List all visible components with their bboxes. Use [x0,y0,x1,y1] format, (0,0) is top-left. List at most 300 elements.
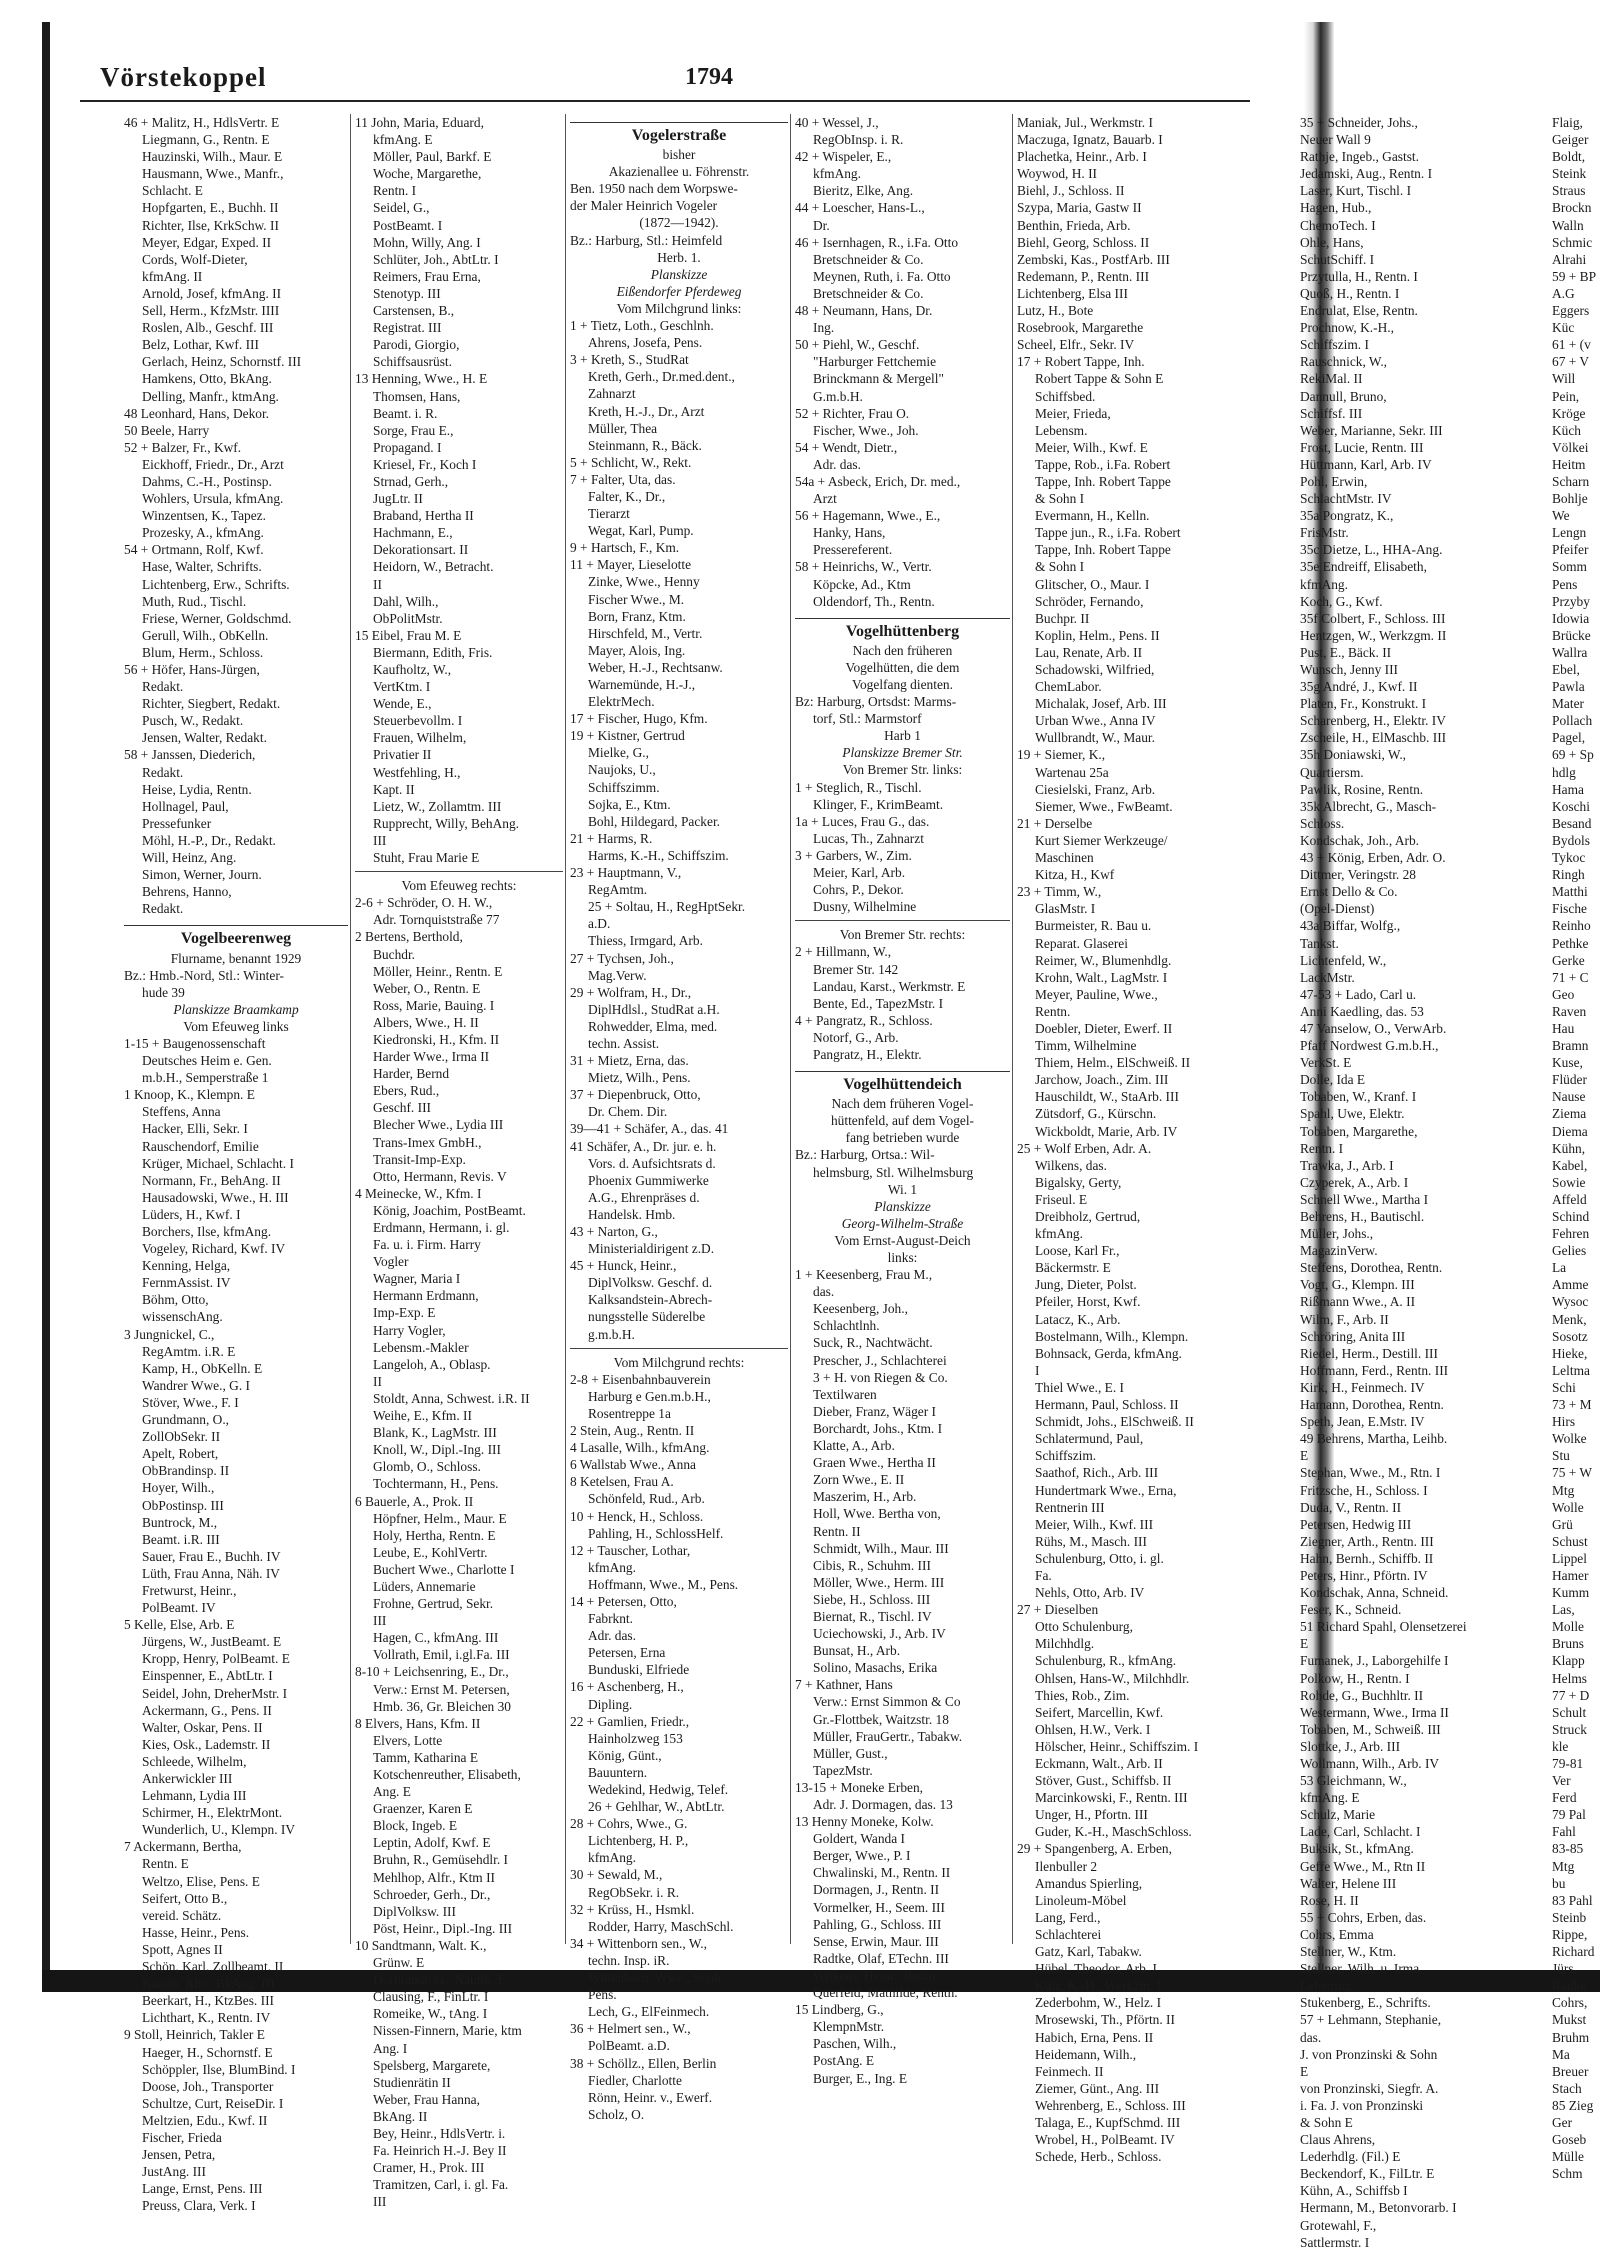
resident-entry: Maschinen [1035,850,1094,866]
edge-fragment: bu [1552,1875,1566,1891]
resident-entry: Propagand. I [373,439,442,455]
resident-entry: Hentzgen, W., Werkzgm. II [1300,627,1447,643]
house-entry: 4 + Pangratz, R., Schloss. [795,1012,933,1028]
edge-fragment: 85 Zieg [1552,2097,1594,2113]
resident-entry: Buchdr. [373,946,416,962]
resident-entry: Cohrs, P., Dekor. [813,882,904,898]
edge-fragment: Menk, [1552,1311,1587,1327]
resident-entry: Schlachtlnh. [813,1318,880,1334]
resident-entry: Hermann, M., Betonvorarb. I [1300,2200,1457,2216]
resident-entry: Lange, Ernst, Pens. III [142,2181,263,2197]
resident-entry: Bauuntern. [588,1764,648,1780]
resident-entry: Langeloh, A., Oblasp. [373,1356,491,1372]
resident-entry: Schmidt, Johs., ElSchweiß. II [1035,1414,1194,1430]
resident-entry: Wegat, Karl, Pump. [588,523,694,539]
resident-entry: Geschf. III [373,1100,431,1116]
street-note: Vom Milchgrund rechts: [613,1354,745,1370]
resident-entry: Pawlik, Rosine, Rentn. [1300,781,1424,797]
house-entry: 35f Colbert, F., Schloss. III [1300,610,1446,626]
resident-entry: Fischer, Frieda [142,2129,222,2145]
edge-fragment: Tykoc [1552,850,1586,866]
house-entry: Lutz, H., Bote [1017,303,1094,319]
house-entry: 2 Stein, Aug., Rentn. II [570,1423,695,1439]
resident-entry: Meier, Frieda, [1035,405,1111,421]
resident-entry: & Sohn I [1035,559,1085,575]
edge-fragment: Will [1552,371,1576,387]
edge-fragment: Molle [1552,1619,1584,1635]
edge-fragment: 77 + D [1552,1687,1590,1703]
resident-entry: Biermann, Edith, Fris. [373,644,493,660]
resident-entry: Schultze, Curt, ReiseDir. I [142,2095,284,2111]
resident-entry: Lucas, Th., Zahnarzt [813,830,924,846]
edge-fragment: Pollach [1552,713,1593,729]
edge-fragment: Ger [1552,2114,1573,2130]
resident-entry: Redakt. [142,764,184,780]
street-note: Nach den früheren [852,642,953,658]
house-entry: 1 + Tietz, Loth., Geschlnh. [570,318,714,334]
edge-fragment: Pens [1552,576,1578,592]
house-entry: Maniak, Jul., Werkmstr. I [1017,115,1153,130]
house-entry: 15 Lindberg, G., [795,2002,884,2018]
house-entry: 52 + Richter, Frau O. [795,405,910,421]
house-entry: 19 + Kistner, Gertrud [570,728,685,744]
resident-entry: Roslen, Alb., Geschf. III [142,320,274,336]
resident-entry: Leube, E., KohlVertr. [373,1544,488,1560]
resident-entry: Michalak, Josef, Arb. III [1035,696,1167,712]
resident-entry: SchlachtMstr. IV [1300,491,1392,507]
street-note: Vogelhütten, die dem [845,659,960,675]
resident-entry: Oldendorf, Th., Rentn. [813,593,935,609]
resident-entry: Apelt, Robert, [142,1446,219,1462]
resident-entry: Lietz, W., Zollamtm. III [373,798,502,814]
resident-entry: Lehmann, Lydia III [142,1788,247,1804]
edge-fragment: Grü [1552,1516,1573,1532]
resident-entry: SchutSchiff. I [1300,251,1375,267]
resident-entry: DiplHdlsl., StudRat a.H. [588,1001,720,1017]
resident-entry: II [373,576,382,592]
resident-entry: Nehls, Otto, Arb. IV [1035,1585,1145,1601]
house-entry: 35e Endreiff, Elisabeth, [1300,559,1427,575]
edge-fragment: Pfeifer [1552,542,1589,558]
resident-entry: Mrosewski, Th., Pförtn. II [1035,2012,1175,2028]
edge-fragment: Raven [1552,1003,1587,1019]
resident-entry: torf, Stl.: Marmstorf [813,711,922,727]
resident-entry: Prozesky, A., kfmAng. [142,525,264,541]
house-entry: 3 Jungnickel, C., [124,1326,215,1342]
house-entry: 19 + Siemer, K., [1017,747,1106,763]
edge-fragment: Wallra [1552,644,1588,660]
house-entry: 47 Vanselow, O., VerwArb. [1300,1020,1447,1036]
house-entry: 57 + Lehmann, Stephanie, [1300,2012,1442,2028]
edge-fragment: Pagel, [1552,730,1586,746]
resident-entry: Buchert Wwe., Charlotte I [373,1561,515,1577]
resident-entry: Ahrens, Josefa, Pens. [588,335,703,351]
edge-fragment: Boldt, [1552,149,1586,165]
resident-entry: Tamm, Katharina E [373,1749,479,1765]
resident-entry: Ministerialdirigent z.D. [588,1241,715,1257]
resident-entry: Vogt, G., Klempn. III [1300,1277,1415,1293]
edge-fragment: Matthi [1552,884,1588,900]
resident-entry: ElektrMech. [588,694,655,710]
resident-entry: Glitscher, O., Maur. I [1035,576,1150,592]
house-entry: 48 Leonhard, Hans, Dekor. [124,405,270,421]
house-entry: 43 + Narton, G., [570,1224,658,1239]
resident-entry: Schulz, Marie [1300,1807,1376,1823]
edge-fragment: Pein, [1552,388,1580,404]
resident-entry: VerkSt. E [1300,1055,1352,1071]
resident-entry: Schröring, Anita III [1300,1328,1406,1344]
edge-fragment: Fehren [1552,1226,1590,1242]
edge-fragment: Schmic [1552,234,1593,250]
resident-entry: Liegmann, G., Rentn. E [142,132,270,148]
edge-fragment: 67 + V [1552,354,1590,370]
edge-fragment: Gerke [1552,952,1585,968]
house-entry: 58 + Janssen, Diederich, [124,747,256,763]
section-rule [570,1348,788,1349]
edge-fragment: Radke [1552,1978,1587,1994]
house-entry: 56 + Höfer, Hans-Jürgen, [124,662,260,677]
page-number: 1794 [685,64,733,90]
resident-entry: Tierarzt [588,506,630,522]
resident-entry: Gerull, Wilh., ObKelln. [142,627,269,643]
resident-entry: Romeike, W., tAng. I [373,2006,488,2022]
resident-entry: Berger, Wwe., P. I [813,1848,911,1864]
resident-entry: Linoleum-Möbel [1035,1892,1127,1908]
resident-entry: Ebers, Rud., [373,1083,440,1099]
house-entry: Plachetka, Heinr., Arb. I [1017,149,1147,165]
house-entry: 7 + Kathner, Hans [795,1677,893,1693]
resident-entry: A.G., Ehrenpräses d. [588,1189,700,1205]
edge-fragment: Scharn [1552,473,1590,489]
next-page-edge-column [1552,114,1600,2182]
resident-entry: BkAng. II [373,2108,428,2124]
resident-entry: Zorn Wwe., E. II [813,1472,905,1488]
resident-entry: Friseul. E [1035,1191,1088,1207]
resident-entry: Schlacht. E [142,183,203,199]
house-entry: 7 + Falter, Uta, das. [570,471,676,487]
house-entry: 46 + Isernhagen, R., i.Fa. Otto [795,234,959,250]
house-entry: 5 Kelle, Else, Arb. E [124,1617,235,1633]
resident-entry: Möller, Paul, Barkf. E [373,149,492,165]
edge-fragment: 83 Pahl [1552,1892,1593,1908]
house-entry: Bz.: Harburg, Stl.: Heimfeld [570,232,723,248]
resident-entry: Radtke, Olaf, ETechn. III [813,1950,949,1966]
house-entry: 5 + Schlicht, W., Rekt. [570,454,692,470]
edge-fragment: Richard [1552,1944,1595,1960]
resident-entry: Harburg e Gen.m.b.H., [588,1388,711,1404]
resident-entry: Rühs, M., Masch. III [1035,1533,1147,1549]
resident-entry: Böhm, Otto, [142,1292,209,1308]
resident-entry: Notorf, G., Arb. [813,1029,899,1045]
resident-entry: Hasse, Heinr., Pens. [142,1924,250,1940]
edge-fragment: Reinho [1552,918,1591,934]
directory-column-2 [355,114,563,2210]
resident-entry: Meier, Wilh., Kwf. E [1035,439,1148,455]
edge-fragment: 69 + Sp [1552,747,1594,763]
house-entry: 8 Ketelsen, Frau A. [570,1474,674,1490]
street-note: Vom Ernst-August-Deich [834,1232,971,1248]
house-entry: 35g André, J., Kwf. II [1300,679,1418,695]
resident-entry: Bigalsky, Gerty, [1035,1174,1122,1190]
resident-entry: Tochtermann, H., Pens. [373,1476,499,1492]
house-entry: 43a Biffar, Wolfg., [1300,918,1401,934]
house-entry: 6 Wallstab Wwe., Anna [570,1457,696,1473]
resident-entry: Feser, K., Schneid. [1300,1602,1402,1618]
edge-fragment: Ziema [1552,1106,1587,1122]
resident-entry: J. von Pronzinski & Sohn [1300,2046,1438,2062]
house-entry: Bz: Harburg, Ortsdst: Marms- [795,694,957,710]
resident-entry: Frost, Lucie, Rentn. III [1300,439,1424,455]
resident-entry: Klinger, F., KrimBeamt. [813,796,944,812]
resident-entry: Lichtenberg, Erw., Schrifts. [142,576,290,592]
resident-entry: Phoenix Gummiwerke [588,1172,709,1188]
resident-entry: Privatier II [373,747,432,763]
resident-entry: Fumanek, J., Laborgehilfe I [1300,1653,1449,1669]
resident-entry: Ohlsen, H.W., Verk. I [1035,1721,1151,1737]
resident-entry: Rentn. II [813,1523,861,1539]
resident-entry: Ackermann, G., Pens. II [142,1702,272,1718]
resident-entry: kfmAng. E [373,132,433,148]
house-entry: Redemann, P., Rentn. III [1017,268,1150,284]
resident-entry: Nissen-Finnern, Marie, ktm [373,2023,522,2039]
resident-entry: Stöver, Wwe., F. I [142,1394,239,1410]
resident-entry: Woche, Margarethe, [373,166,482,182]
edge-fragment: 79 Pal [1552,1807,1586,1823]
resident-entry: Bostelmann, Wilh., Klempn. [1035,1328,1189,1344]
resident-entry: kfmAng. [588,1850,636,1866]
house-entry: 52 + Balzer, Fr., Kwf. [124,439,242,455]
resident-entry: Heidemann, Wilh., [1035,2046,1137,2062]
resident-entry: Stukenberg, E., Schrifts. [1300,1995,1431,2011]
edge-fragment: Eggers [1552,303,1590,319]
resident-entry: Suck, R., Nachtwächt. [813,1335,933,1351]
resident-entry: Fa. u. i. Firm. Harry [373,1237,481,1253]
edge-fragment: Geiger [1552,132,1589,148]
resident-entry: Lau, Renate, Arb. II [1035,644,1143,660]
resident-entry: Schiffszim. [1035,1448,1097,1464]
resident-entry: Platen, Fr., Konstrukt. I [1300,696,1427,712]
resident-entry: Wilm, F., Arb. II [1300,1311,1389,1327]
directory-column-1 [124,114,348,2214]
edge-fragment: Flaig, [1552,115,1583,130]
resident-entry: Evermann, H., Kelln. [1035,508,1150,524]
resident-entry: Pfeiler, Horst, Kwf. [1035,1294,1141,1310]
resident-entry: Schlüter, Joh., AbtLtr. I [373,251,499,267]
resident-entry: Pust, E., Bäck. II [1300,644,1392,660]
edge-fragment: kle [1552,1738,1569,1754]
street-heading: Vogelhüttenberg [795,618,1010,640]
edge-fragment: Fische [1552,901,1587,917]
house-entry: Szypa, Maria, Gastw II [1017,200,1142,216]
resident-entry: Burger, E., Ing. E [813,2070,908,2086]
resident-entry: Mag.Verw. [588,967,647,983]
resident-entry: Walter, Helene III [1300,1875,1397,1891]
resident-entry: Stoldt, Anna, Schwest. i.R. II [373,1390,530,1406]
resident-entry: Kriesel, Fr., Koch I [373,456,477,472]
resident-entry: Hermann, Paul, Schloss. II [1035,1397,1179,1413]
resident-entry: Stephan, Wwe., M., Rtn. I [1300,1465,1441,1481]
resident-entry: Transit-Imp-Exp. [373,1151,466,1167]
resident-entry: Thiel Wwe., E. I [1035,1379,1124,1395]
edge-fragment: Bruns [1552,1636,1584,1652]
resident-entry: Riedel, Herm., Destill. III [1300,1345,1438,1361]
resident-entry: Normann, Fr., BehAng. II [142,1172,281,1188]
map-reference: Planskizze Braamkamp [173,1001,299,1017]
house-entry: 13-15 + Moneke Erben, [795,1779,924,1795]
house-entry: 13 Henny Moneke, Kolw. [795,1814,934,1830]
resident-entry: Hainholzweg 153 [588,1730,683,1746]
resident-entry: Fabrknt. [588,1611,634,1627]
resident-entry: Meltzien, Edu., Kwf. II [142,2112,268,2128]
resident-entry: Weber, O., Rentn. E [373,980,481,996]
resident-entry: Jensen, Walter, Redakt. [142,730,267,746]
house-entry: 1 + Steglich, R., Tischl. [795,779,922,795]
resident-entry: Wende, E., [373,696,432,712]
resident-entry: Trawka, J., Arb. I [1300,1157,1394,1173]
house-entry: 27 + Dieselben [1017,1602,1099,1618]
resident-entry: Querfeld, Mathilde, Rentn. [813,1985,958,2001]
resident-entry: Peters, Hinr., Pförtn. IV [1300,1567,1428,1583]
resident-entry: Grundmann, O., [142,1412,230,1428]
house-entry: 2-8 + Eisenbahnbauverein [570,1371,711,1387]
resident-entry: Textilwaren [813,1386,877,1402]
resident-entry: JustAng. III [142,2164,206,2180]
resident-entry: Wartenau 25a [1035,764,1109,780]
resident-entry: Belz, Lothar, Kwf. III [142,337,259,353]
resident-entry: techn. Assist. [588,1035,660,1051]
resident-entry: Pressereferent. [813,542,893,558]
resident-entry: Anni Kaedling, das. 53 [1300,1003,1424,1019]
edge-fragment: Ferd [1552,1790,1577,1806]
street-note: Nach dem früheren Vogel- [831,1096,974,1112]
house-entry: Scheel, Elfr., Sekr. IV [1017,337,1135,353]
house-entry: 23 + Hauptmann, V., [570,865,682,881]
resident-entry: Fischer Wwe., M. [588,591,685,607]
resident-entry: Bohl, Hildegard, Packer. [588,813,721,829]
resident-entry: Borchers, Ilse, kfmAng. [142,1224,272,1239]
resident-entry: Meyer, Pauline, Wwe., [1035,986,1158,1002]
resident-entry: Scharenberg, H., Elektr. IV [1300,713,1446,729]
resident-entry: Geffe Wwe., M., Rtn II [1300,1858,1426,1874]
edge-fragment: Besand [1552,815,1592,831]
house-entry: 28 + Cohrs, Wwe., G. [570,1816,688,1832]
edge-fragment: Steink [1552,166,1587,182]
edge-fragment: Ebel, [1552,662,1580,677]
resident-entry: Kamm, Alfr., BkAng. III [142,1976,275,1992]
resident-entry: Muth, Rud., Tischl. [142,593,247,609]
resident-entry: Lüth, Frau Anna, Näh. IV [142,1565,280,1581]
resident-entry: TapezMstr. [813,1762,873,1778]
resident-entry: Glomb, O., Schloss. [373,1459,481,1475]
resident-entry: Feinmech. II [1035,2063,1104,2079]
edge-fragment: Bydols [1552,832,1590,848]
resident-entry: Vogler [373,1254,409,1270]
resident-entry: Hoffmann, Ferd., Rentn. III [1300,1362,1449,1378]
street-note: bisher [662,147,696,163]
resident-entry: von Pronzinski, Siegfr. A. [1300,2080,1439,2096]
resident-entry: Grotewahl, F., [1300,2217,1377,2233]
resident-entry: RegAmtm. [588,882,648,898]
resident-entry: Beerkart, H., KtzBes. III [142,1993,274,2009]
resident-entry: Pfaff Nordwest G.m.b.H., [1300,1038,1439,1054]
resident-entry: Lebensm. [1300,1978,1353,1994]
edge-fragment: Völkei [1552,439,1589,455]
resident-entry: Schadowski, Wilfried, [1035,662,1155,677]
resident-entry: Bieritz, Elke, Ang. [813,183,914,199]
resident-entry: Walter, Oskar, Pens. II [142,1719,263,1735]
resident-entry: Amandus Spierling, [1035,1875,1143,1891]
house-entry: 30 + Sewald, M., [570,1867,663,1883]
resident-entry: FrisMstr. [1300,525,1349,541]
resident-entry: Wickboldt, Marie, Arb. IV [1035,1123,1178,1139]
resident-entry: Mohn, Willy, Ang. I [373,234,481,250]
resident-entry: kfmAng. [588,1559,636,1575]
resident-entry: Kotschenreuther, Elisabeth, [373,1767,521,1782]
resident-entry: Verw.: Ernst Simmon & Co [813,1694,961,1710]
resident-entry: Schiffszim. I [1300,337,1369,353]
edge-fragment: Kühn, [1552,1140,1586,1156]
resident-entry: Schede, Herb., Schloss. [1035,2149,1162,2165]
resident-entry: Doose, Joh., Transporter [142,2078,274,2094]
resident-entry: ObBrandinsp. II [142,1463,230,1479]
resident-entry: KlempnMstr. [813,2019,885,2035]
resident-entry: Dr. [813,217,830,233]
resident-entry: Meier, Karl, Arb. [813,865,906,881]
resident-entry: Simon, Werner, Journ. [142,867,262,883]
house-entry: 1 Knoop, K., Klempn. E [124,1087,255,1103]
resident-entry: Zahnarzt [588,386,636,402]
resident-entry: Kies, Osk., Lademstr. II [142,1736,271,1752]
resident-entry: Rathje, Ingeb., Gastst. [1300,149,1420,165]
resident-entry: Cramer, H., Prok. III [373,2160,485,2176]
resident-entry: Schirmer, H., ElektrMont. [142,1805,283,1821]
house-entry: 43 + König, Erben, Adr. O. [1300,850,1446,866]
resident-entry: Stuht, Frau Marie E [373,850,480,866]
edge-fragment: Walln [1552,217,1584,233]
resident-entry: Ohle, Hans, [1300,234,1364,250]
resident-entry: Harder Wwe., Irma II [373,1049,490,1065]
house-entry: 45 + Hunck, Heinr., [570,1258,677,1274]
resident-entry: Reimer, W., Blumenhdlg. [1035,952,1172,968]
resident-entry: Tobaben, Margarethe, [1300,1123,1418,1139]
resident-entry: Rönn, Heinr. v., Ewerf. [588,2089,713,2105]
resident-entry: Sense, Erwin, Maur. III [813,1933,939,1949]
house-entry: 11 + Mayer, Lieselotte [570,557,692,573]
resident-entry: Hübel, Theodor, Arb. I [1035,1961,1157,1977]
running-head-street: Vörstekoppel [100,62,267,92]
house-entry: 40 + Wessel, J., [795,115,879,130]
resident-entry: Lederhdlg. (Fil.) E [1300,2149,1401,2165]
edge-fragment: Lippel [1552,1550,1587,1566]
resident-entry: Pöst, Heinr., Dipl.-Ing. III [373,1920,513,1936]
resident-entry: Rose, H. II [1300,1892,1359,1908]
resident-entry: Wehrenberg, E., Schloss. III [1035,2097,1186,2113]
resident-entry: Rupprecht, Willy, BehAng. [373,815,519,831]
edge-fragment: 61 + (v [1552,337,1591,353]
edge-fragment: Stu [1552,1448,1570,1464]
resident-entry: Speth, Jean, E.Mstr. IV [1300,1414,1425,1430]
resident-entry: ZollObSekr. II [142,1429,221,1445]
house-entry: 10 Sandtmann, Walt. K., [355,1937,487,1953]
street-note: links: [887,1250,918,1265]
resident-entry: 3 + H. von Riegen & Co. [813,1369,948,1385]
edge-fragment: 73 + M [1552,1397,1592,1413]
resident-entry: Koch, G., Kwf. [1300,593,1383,609]
resident-entry: Meier, Wilh., Kwf. III [1035,1516,1154,1532]
edge-fragment: La [1552,1260,1567,1276]
resident-entry: Bohnsack, Gerda, kfmAng. [1035,1345,1182,1361]
resident-entry: III [373,832,387,848]
